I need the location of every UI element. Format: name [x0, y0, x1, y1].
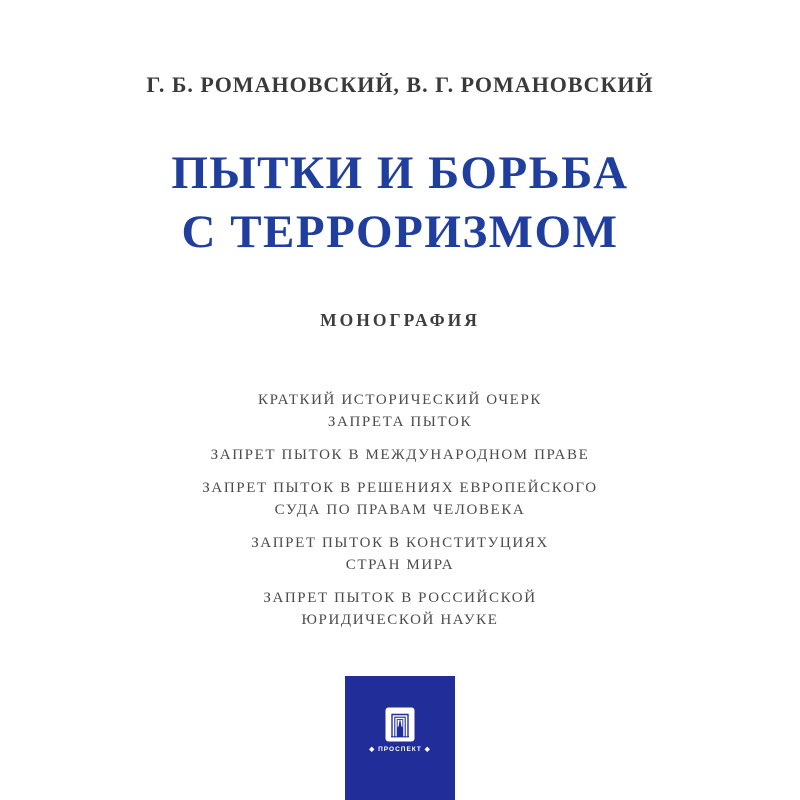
contents-item-3-line-1: ЗАПРЕТ ПЫТОК В РЕШЕНИЯХ ЕВРОПЕЙСКОГО	[202, 480, 598, 496]
title-line-1: ПЫТКИ И БОРЬБА	[171, 147, 629, 199]
contents-list	[0, 389, 800, 631]
contents-item-1-line-2: ЗАПРЕТА ПЫТОК	[327, 414, 473, 430]
authors-line: Г. Б. РОМАНОВСКИЙ, В. Г. РОМАНОВСКИЙ	[146, 72, 654, 97]
contents-item-4-line-1: ЗАПРЕТ ПЫТОК В КОНСТИТУЦИЯХ	[251, 535, 549, 551]
subtitle-monograph: МОНОГРАФИЯ	[320, 310, 480, 330]
contents-item-3-line-2: СУДА ПО ПРАВАМ ЧЕЛОВЕКА	[274, 502, 526, 518]
publisher-label-bullet-left: ◆	[369, 746, 376, 753]
contents-item-3	[0, 477, 800, 521]
contents-item-2-line-1: ЗАПРЕТ ПЫТОК В МЕЖДУНАРОДНОМ ПРАВЕ	[210, 447, 590, 463]
prospekt-gate-icon	[385, 707, 415, 742]
publisher-name: ПРОСПЕКТ	[378, 746, 422, 753]
publisher-label	[369, 745, 430, 753]
contents-item-2	[0, 444, 800, 466]
contents-item-1	[0, 389, 800, 433]
title-line-2: С ТЕРРОРИЗМОМ	[181, 206, 619, 258]
contents-item-1-line-1: КРАТКИЙ ИСТОРИЧЕСКИЙ ОЧЕРК	[258, 392, 542, 408]
contents-item-5-line-2: ЮРИДИЧЕСКОЙ НАУКЕ	[301, 612, 499, 628]
contents-item-5	[0, 587, 800, 631]
publisher-logo	[345, 676, 455, 800]
contents-item-4	[0, 532, 800, 576]
book-title	[0, 144, 800, 262]
contents-item-5-line-1: ЗАПРЕТ ПЫТОК В РОССИЙСКОЙ	[263, 590, 537, 606]
contents-item-4-line-2: СТРАН МИРА	[345, 557, 455, 573]
publisher-label-bullet-right: ◆	[424, 746, 431, 753]
